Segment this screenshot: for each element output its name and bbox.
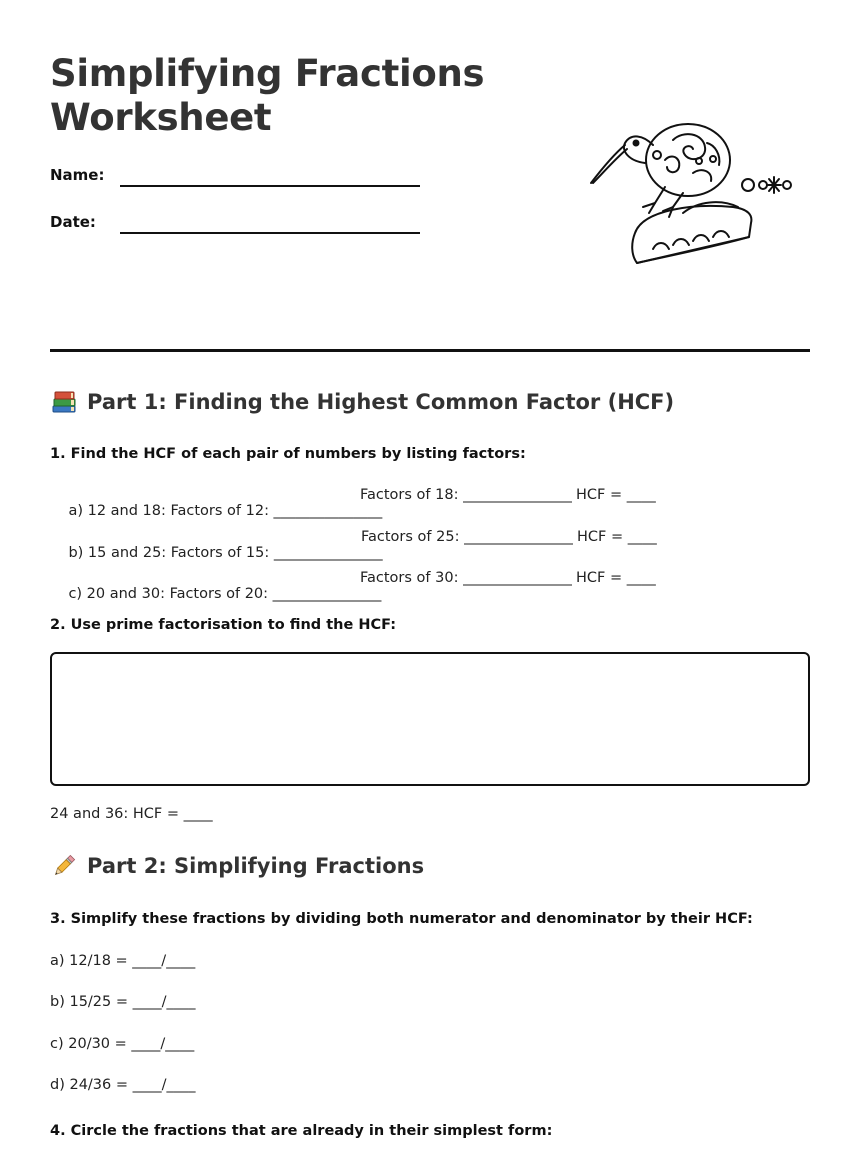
question-1c-mid: Factors of 30: _______________ (360, 570, 572, 586)
page-title (50, 52, 484, 140)
question-3d[interactable]: d) 24/36 = ____/____ (50, 1077, 196, 1093)
section-divider (50, 349, 810, 352)
question-1c-row[interactable] (50, 570, 656, 618)
question-2-result[interactable]: 24 and 36: HCF = ____ (50, 806, 213, 822)
question-1b-mid: Factors of 25: _______________ (361, 529, 573, 545)
question-4-prompt: 4. Circle the fractions that are already in their simplest form: (50, 1123, 553, 1139)
part2-heading-text: Part 2: Simplifying Fractions (87, 854, 425, 878)
title-line-2: Worksheet (50, 96, 272, 139)
pencil-icon (50, 852, 78, 880)
date-field[interactable] (50, 213, 430, 237)
part1-heading-text: Part 1: Finding the Highest Common Factor (HCF) (87, 390, 675, 414)
question-1c-lead: c) 20 and 30: Factors of 20: _______________ (68, 586, 382, 602)
question-1a-lead: a) 12 and 18: Factors of 12: _______________ (68, 503, 383, 519)
name-label: Name: (50, 166, 105, 184)
title-line-1: Simplifying Fractions (50, 52, 485, 95)
question-1-prompt: 1. Find the HCF of each pair of numbers by listing factors: (50, 446, 526, 462)
date-line[interactable] (120, 232, 420, 234)
part1-heading (50, 388, 674, 416)
question-3-prompt: 3. Simplify these fractions by dividing both numerator and denominator by their HCF: (50, 911, 753, 927)
name-field[interactable] (50, 166, 430, 190)
name-line[interactable] (120, 185, 420, 187)
kiwi-bird-on-pie-icon (573, 115, 793, 275)
question-3b[interactable]: b) 15/25 = ____/____ (50, 994, 196, 1010)
books-icon (50, 388, 78, 416)
question-3c[interactable]: c) 20/30 = ____/____ (50, 1036, 195, 1052)
question-1a-row[interactable] (50, 487, 656, 535)
question-2-prompt: 2. Use prime factorisation to find the HCF: (50, 617, 397, 633)
question-1a-hcf: HCF = ____ (576, 487, 656, 503)
question-1c-hcf: HCF = ____ (576, 570, 656, 586)
question-1b-hcf: HCF = ____ (577, 529, 657, 545)
part2-heading (50, 852, 424, 880)
question-3a[interactable]: a) 12/18 = ____/____ (50, 953, 196, 969)
working-answer-box[interactable] (50, 652, 810, 786)
question-1b-lead: b) 15 and 25: Factors of 15: _______________ (68, 545, 383, 561)
date-label: Date: (50, 213, 96, 231)
question-1a-mid: Factors of 18: _______________ (360, 487, 572, 503)
